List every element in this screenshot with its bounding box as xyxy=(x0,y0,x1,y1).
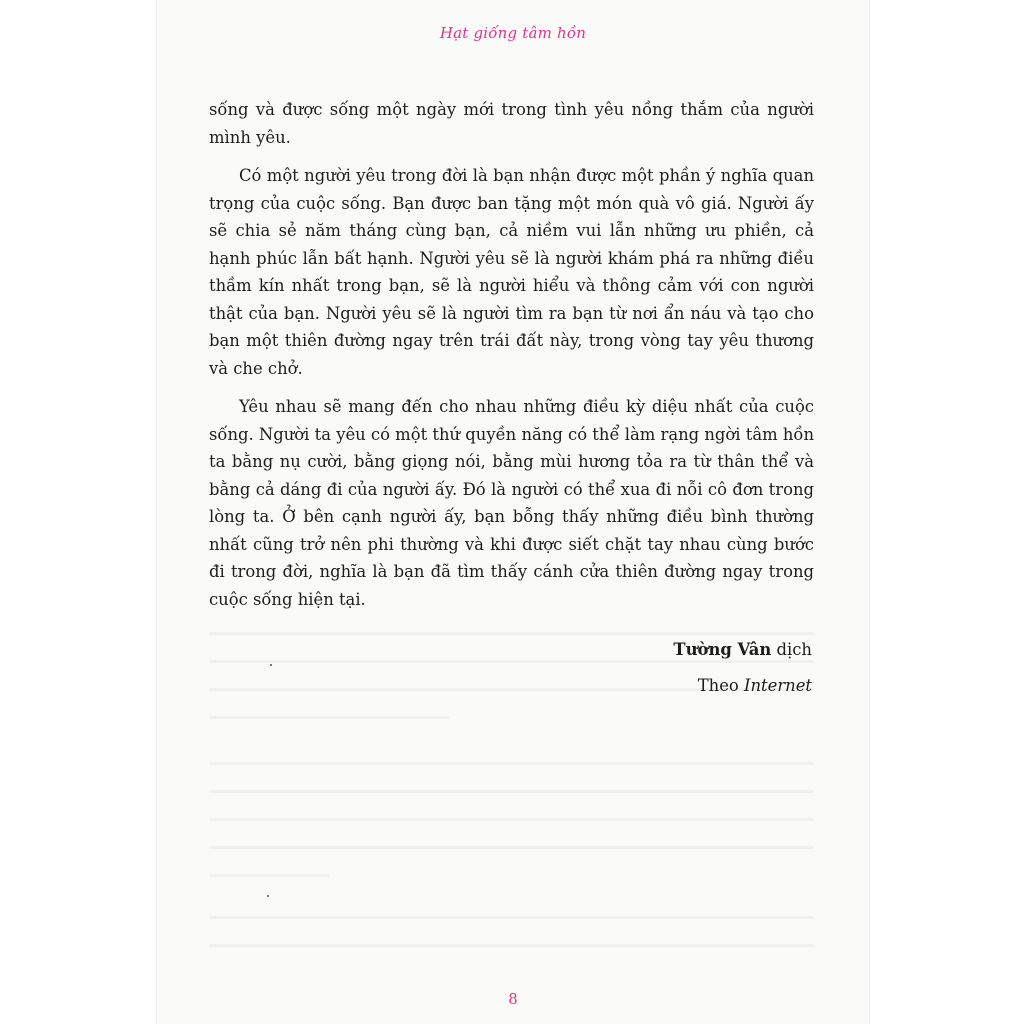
source-credit xyxy=(157,676,812,695)
translator-name: Tường Vân xyxy=(673,640,772,659)
show-through-line xyxy=(209,818,814,821)
show-through-line xyxy=(209,762,814,765)
show-through-line xyxy=(209,790,814,793)
source-prefix: Theo xyxy=(697,676,744,695)
paragraph: Có một người yêu trong đời là bạn nhận được một phần ý nghĩa quan trọng của cuộc sống. Bạn được ban tặng một món quà vô giá. Người ấy sẽ chia sẻ năm tháng cùng bạn, cả niềm vui lẫn những ưu phiền, cả hạnh phúc lẫn bất hạnh. Người yêu sẽ là người khám phá ra những điều thầm kín nhất trong bạn, sẽ là người hiểu và thông cảm với con người thật của bạn. Người yêu sẽ là người tìm ra bạn từ nơi ẩn náu và tạo cho bạn một thiên đường ngay trên trái đất này, trong vòng tay yêu thương và che chở. xyxy=(209,166,814,378)
source-name: Internet xyxy=(744,676,812,695)
page-number: 8 xyxy=(508,990,518,1008)
paper-speck xyxy=(270,664,272,666)
paragraph: Yêu nhau sẽ mang đến cho nhau những điều kỳ diệu nhất của cuộc sống. Người ta yêu có một thứ quyền năng có thể làm rạng ngời tâm hồn ta bằng nụ cười, bằng giọng nói, bằng mùi hương tỏa ra từ thân thể và bằng cả dáng đi của người ấy. Đó là người có thể xua đi nỗi cô đơn trong lòng ta. Ở bên cạnh người ấy, bạn bỗng thấy những điều bình thường nhất cũng trở nên phi thường và khi được siết chặt tay nhau cùng bước đi trong đời, nghĩa là bạn đã tìm thấy cánh cửa thiên đường ngay trong cuộc sống hiện tại. xyxy=(209,397,814,609)
show-through-line xyxy=(209,944,814,947)
book-page xyxy=(157,0,869,1024)
show-through-line xyxy=(209,916,814,919)
show-through-line xyxy=(209,846,814,849)
show-through-line xyxy=(209,874,329,877)
paragraph-continuation: sống và được sống một ngày mới trong tình yêu nồng thắm của người mình yêu. xyxy=(209,100,814,147)
translator-credit xyxy=(157,640,812,659)
translator-suffix: dịch xyxy=(771,640,812,659)
running-title: Hạt giống tâm hồn xyxy=(439,24,587,42)
show-through-line xyxy=(209,632,814,635)
paper-speck xyxy=(267,895,269,897)
show-through-line xyxy=(209,660,814,663)
show-through-line xyxy=(209,716,449,719)
body-text xyxy=(209,96,814,624)
